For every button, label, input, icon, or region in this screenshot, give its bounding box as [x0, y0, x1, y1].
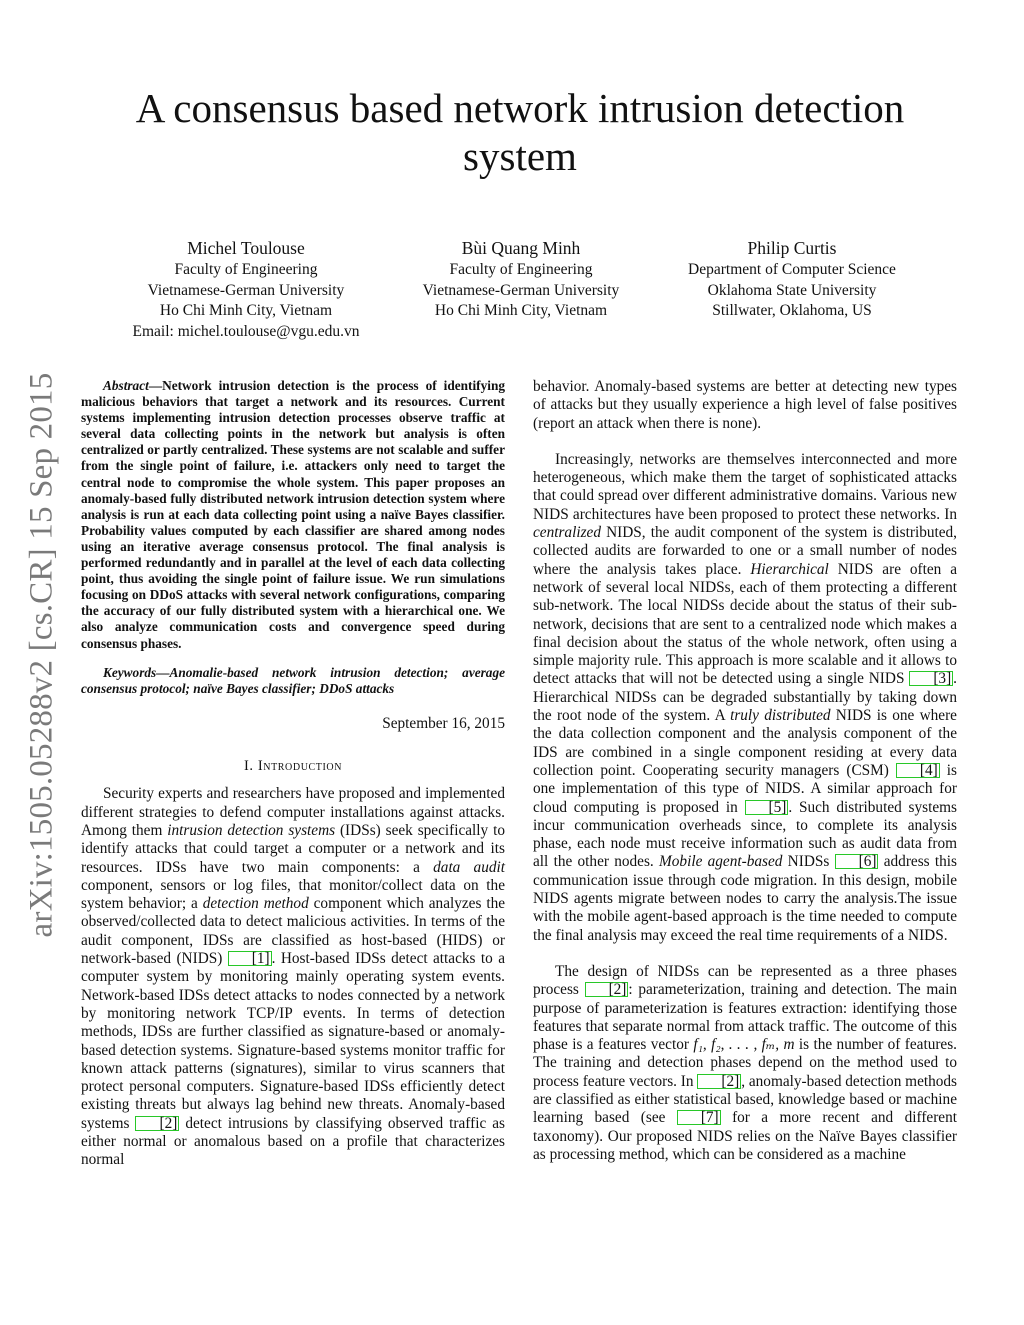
right-column — [533, 378, 957, 1164]
text-run: Security experts and researchers have proposed and implemented different strategies to defend computer installations against attacks. Among them — [81, 785, 505, 839]
paper-date: September 16, 2015 — [382, 714, 505, 732]
math-expression: m — [783, 1036, 795, 1054]
left-column — [81, 378, 505, 1170]
author-affiliation: Faculty of Engineering — [174, 261, 318, 278]
text-run: NIDS is one where the data collection component and the analysis component of the IDS are combined in a single component residing at every data collection point. Cooperating security managers (CSM) — [533, 707, 957, 779]
paper-title: A consensus based network intrusion detection system — [135, 85, 905, 179]
emphasis: detection method — [202, 895, 309, 913]
abstract-text: —Network intrusion detection is the process of identifying malicious behaviors that target a network and its resources. Current systems implementing intrusion detection processes observe traffic at several data collecting points in the network but analysis is often centralized or partly centralized. These systems are not scalable and suffer from the single point of failure, i.e. attackers only need to target the central node to compromise the whole system. This paper proposes an anomaly-based fully distributed network intrusion detection system where analysis is run at each data collecting point using a naïve Bayes classifier. Probability values computed by each classifier are shared among nodes using an iterative average consensus protocol. The final analysis is performed redundantly and in parallel at the level of each data collecting point, thus avoiding the single point of failure issue. We run simulations focusing on DDoS attacks with several network configurations, comparing the accuracy of our fully distributed system with a hierarchical one. We also analyze communication costs and convergence speed during consensus phases. — [81, 378, 505, 651]
text-run: The design of NIDSs can be represented as a three phases process — [533, 962, 957, 999]
keywords-label: Keywords — [103, 664, 157, 680]
author-block-3 — [647, 237, 937, 322]
keywords-text: —Anomalie-based network intrusion detection; average consensus protocol; naïve Bayes classifier; DDoS attacks — [81, 664, 505, 696]
text-run: . Hierarchical NIDSs can be degraded substantially by taking down the root node of the system. A — [533, 670, 957, 725]
text-run: . Such distributed systems incur communication overheads since, to complete its analysis phase, each node must receive information such as audit data from all the other nodes. — [533, 798, 957, 871]
text-run: NIDSs — [782, 853, 835, 871]
text-run: NIDS are often a network of several local NIDSs, each of them protecting a different sub-network. The local NIDSs decide about the status of their sub-network, decisions that are sent to a centralized node which makes a final decision about the status of the whole network, often using a simple majority rule. This approach is more scalable and it allows to detect attacks that will not be detected using a single NIDS — [533, 560, 957, 688]
text-run: NIDS, the audit component of the system is distributed, collected audits are forwarded to one or a small number of nodes where the analysis takes place. — [533, 524, 957, 578]
emphasis: centralized — [533, 524, 601, 542]
text-run: component, sensors or log files, that monitor/collect data on the system behavior; a — [81, 876, 505, 913]
intro-paragraph — [81, 785, 505, 1169]
author-affiliation: Faculty of Engineering — [449, 261, 593, 278]
citation-link[interactable]: [5] — [745, 800, 789, 815]
author-affiliation: Vietnamese-German University — [422, 281, 620, 299]
author-affiliation: Department of Computer Science — [688, 261, 896, 278]
emphasis: truly distributed — [730, 707, 831, 725]
emphasis: data audit — [433, 858, 506, 876]
math-expression: f₁, f₂, . . . , fₘ, — [693, 1036, 780, 1054]
citation-link[interactable]: [6] — [835, 854, 879, 869]
text-run: detect intrusions by classifying observed traffic as either normal or anomalous based on a profile that characterizes normal — [81, 1114, 505, 1169]
citation-link[interactable]: [2] — [697, 1074, 741, 1089]
author-block-1 — [101, 237, 391, 343]
section-heading: I. Introduction — [243, 758, 343, 775]
author-name: Philip Curtis — [747, 238, 837, 258]
citation-link[interactable]: [4] — [896, 763, 940, 778]
abstract-label: Abstract — [103, 378, 149, 393]
body-paragraph — [533, 963, 957, 1164]
author-email: Email: michel.toulouse@vgu.edu.vn — [132, 323, 360, 341]
citation-link[interactable]: [2] — [585, 982, 629, 997]
text-run: . Host-based IDSs detect attacks to a computer system by monitoring mainly operating system events. Network-based IDSs detect attacks to nodes connected by a network by monitoring network TCP/IP events. In terms of detection methods, IDSs are further classified as signature-based or anomaly-based detection systems. Signature-based systems monitor traffic for known attack patterns (signatures), similar to virus scanners that protect personal computers. Signature-based IDSs efficiently detect existing threats but always lag behind new threats. Anomaly-based systems — [81, 950, 505, 1132]
keywords — [81, 665, 505, 697]
author-affiliation: Oklahoma State University — [707, 281, 877, 299]
author-name: Michel Toulouse — [187, 238, 305, 258]
author-name: Bùi Quang Minh — [461, 238, 581, 258]
emphasis: intrusion detection systems — [167, 821, 336, 839]
abstract — [81, 378, 505, 652]
body-paragraph — [533, 451, 957, 945]
author-block-2 — [376, 237, 666, 322]
text-run: component which analyzes the observed/collected data to detect malicious activities. In terms of the audit component, IDSs are classified as host-based (HIDS) or network-based (NIDS) — [81, 895, 506, 968]
text-run: : parameterization, training and detection. The main purpose of parameterization is features extraction: identifying those features that separate normal from attack traffic. The outcome of this phase is a features vector — [533, 981, 957, 1054]
emphasis: Mobile agent-based — [659, 853, 783, 871]
text-run: is one implementation of this type of NIDS. A similar approach for cloud computing is proposed in — [533, 761, 957, 816]
arxiv-identifier-stamp: arXiv:1505.05288v2 [cs.CR] 15 Sep 2015 — [23, 372, 60, 938]
text-run: , anomaly-based detection methods are classified as either statistical based, knowledge based or machine learning based (see — [533, 1072, 958, 1127]
text-run: is the number of features. The training and detection phases depend on the method used to process feature vectors. In — [533, 1036, 958, 1090]
body-paragraph: behavior. Anomaly-based systems are better at detecting new types of attacks but they usually experience a high level of false positives (report an attack when there is none). — [533, 378, 957, 432]
citation-link[interactable]: [3] — [909, 671, 953, 686]
emphasis: Hierarchical — [750, 560, 829, 578]
text-run: address this communication issue through code migration. In this design, mobile NIDS agents migrate between nodes to carry the analysis.The issue with the mobile agent-based approach is the time needed to compute the final analysis may exceed the real time requirements of a NIDS. — [533, 853, 957, 944]
citation-link[interactable]: [2] — [135, 1116, 179, 1131]
author-affiliation: Ho Chi Minh City, Vietnam — [159, 302, 333, 320]
author-affiliation: Vietnamese-German University — [147, 281, 345, 299]
citation-link[interactable]: [1] — [228, 951, 272, 966]
text-run: (IDSs) seek specifically to identify attacks that could target a computer or a network and its resources. IDSs have two main components: a — [81, 821, 505, 876]
text-run: Increasingly, networks are themselves interconnected and more heterogeneous, which make them the target of sophisticated attacks that could spread over different administrative domains. Various new NIDS architectures have been proposed to protect these networks. In — [533, 450, 957, 523]
citation-link[interactable]: [7] — [677, 1110, 721, 1125]
author-affiliation: Ho Chi Minh City, Vietnam — [434, 302, 608, 320]
author-affiliation: Stillwater, Oklahoma, US — [712, 302, 872, 320]
text-run: for a more recent and different taxonomy). Our proposed NIDS relies on the Naïve Bayes classifier as processing method, which can be considered as a machine — [533, 1109, 957, 1163]
